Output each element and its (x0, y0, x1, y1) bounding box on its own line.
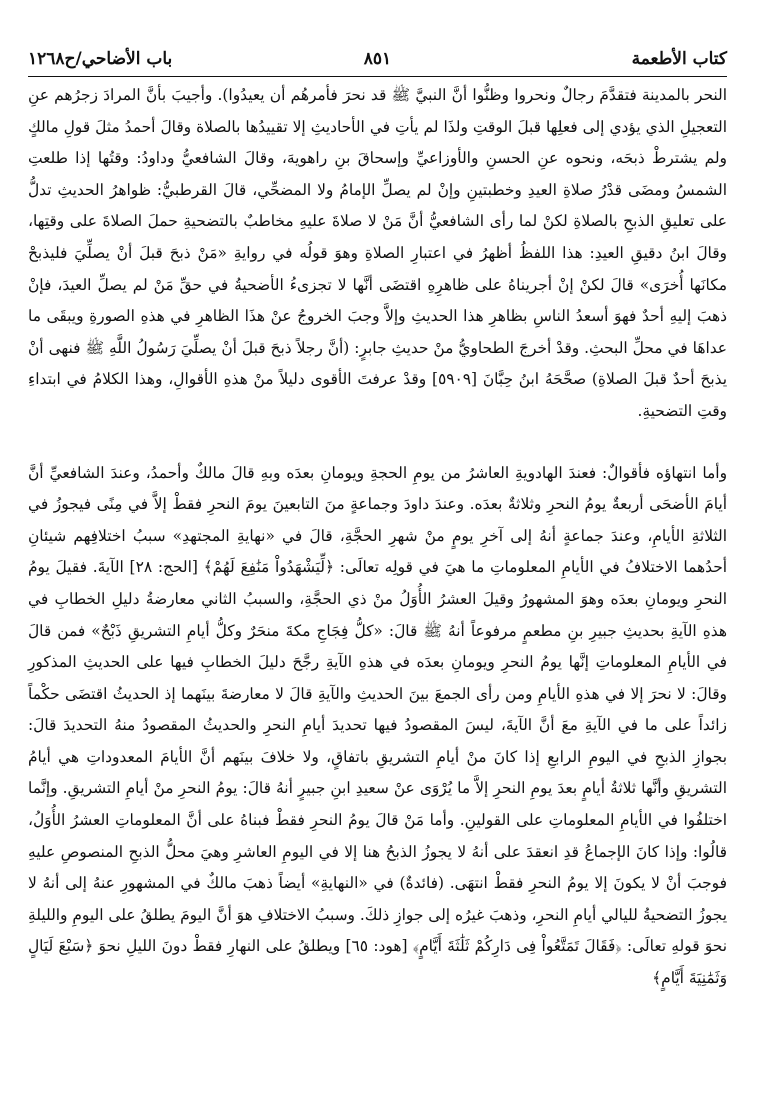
page-body (28, 80, 727, 995)
header-divider (28, 76, 727, 77)
paragraph-spacer (28, 428, 727, 458)
paragraph: النحر بالمدينة فتقدَّمَ رجالٌ ونحروا وظنُّوا أنَّ النبيَّ ﷺ قد نحرَ فأمرهُم أن يعيدُوا). وأجيبَ بأنَّ المرادَ زجرُهم عنِ التعجيلِ الذي يؤدي إلى فعلِها قبلَ الوقتِ ولذَا لم يأتِ في الأحاديثِ إلا تقييدُها بالصلاة وقالَ أحمدُ مثلَ قولِ مالكٍ ولم يشترطْ ذبحَه، ونحوه عنِ الحسنِ والأوزاعيِّ وإسحاقَ بنِ راهويهَ، وقالَ الشافعيُّ وداودُ: وقتُها إذا طلعتِ الشمسُ ومضَى قدْرُ صلاةِ العيدِ وخطبتينِ وإنْ لم يصلِّ الإمامُ ولا المضحِّي، قالَ القرطبيُّ: ظواهرُ الحديثِ تدلُّ على تعليقِ الذبحِ بالصلاةِ لكنْ لما رأى الشافعيُّ أنَّ مَنْ لا صلاةَ عليهِ مخاطبٌ بالتضحيةِ حملَ الصلاةَ على وقتِها، وقالَ ابنُ دقيقِ العيدِ: هذا اللفظُ أظهرُ في اعتبارِ الصلاةِ وهوَ قولُه في روايةِ «مَنْ ذبحَ قبلَ أنْ يصلِّيَ فليذبحْ مكانَها أُخرَى» قالَ لكنْ إنْ أجريناهُ على ظاهرِهِ اقتضَى أنَّها لا تجزىءُ الأضحيةُ في حقِّ مَنْ لم يصلِّ العيدَ، فإنْ ذهبَ إليهِ أحدٌ فهوَ أسعدُ الناسِ بظاهرِ هذا الحديثِ وإلاَّ وجبَ الخروجُ عنْ هذَا الظاهرِ في هذهِ الصورةِ ويبقَى ما عداهَا في محلِّ البحثِ. وقدْ أخرجَ الطحاويُّ منْ حديثِ جابرٍ: (أنَّ رجلاً ذبحَ قبلَ أنْ يصلِّيَ رَسُولُ اللَّهِ ﷺ فنهى أنْ يذبحَ أحدٌ قبلَ الصلاةِ) صحَّحَهُ ابنُ حِبَّانَ [٥٩٠٩] وقدْ عرفتَ الأقوى دليلاً منْ هذهِ الأقوالِ، وهذا الكلامُ في ابتداءِ وقتِ التضحيةِ. (28, 86, 727, 420)
running-header (28, 44, 727, 74)
section-hadith-reference: باب الأضاحي/ح١٢٦٨ (28, 49, 173, 69)
paragraph: وأما انتهاؤه فأقوالٌ: فعندَ الهادويةِ العاشرُ من يومِ الحجةِ ويومانِ بعدَه وبهِ قالَ مالكٌ وأحمدُ، وعندَ الشافعيِّ أنَّ أيامَ الأضحَى أربعةٌ يومُ النحرِ وثلاثةٌ بعدَه. وعندَ داودَ وجماعةٍ منَ التابعينَ يومَ النحرِ فقطْ إلاَّ في مِنًى فيجوزُ في الثلاثةِ الأيامِ، وعندَ جماعةٍ أنهُ إلى آخرِ يومٍ منْ شهرِ الحجَّةِ، قالَ في «نهايةِ المجتهدِ» سببُ اختلافِهم شيئانِ أحدُهما الاختلافُ في الأيامِ المعلوماتِ ما هيَ في قولِه تعالَى: ﴿لِّيَشْهَدُواْ مَنَٰفِعَ لَهُمْ﴾ [الحج: ٢٨] الآيةَ. فقيلَ يومُ النحرِ ويومانِ بعدَه وهوَ المشهورُ وقيلَ العشرُ الأُوَلُ منْ ذي الحجَّةِ، والسببُ الثاني معارضةُ دليلِ الخطابِ في هذهِ الآيةِ بحديثِ جبيرِ بنِ مطعمٍ مرفوعاً أنهُ ﷺ قالَ: «كلُّ فِجَاجِ مكةَ منحَرٌ وكلُّ أيامِ التشريقِ ذَبْحٌ» فمن قالَ في الأيامِ المعلوماتِ إنَّها يومُ النحرِ ويومانِ بعدَه في هذهِ الآيةِ رجَّحَ دليلَ الخطابِ فيها على الحديثِ المذكورِ وقالَ: لا نحرَ إلا في هذهِ الأيامِ ومن رأى الجمعَ بينَ الحديثِ والآيةِ قالَ لا معارضةَ بينَهما إذ الحديثُ اقتضَى حكْماً زائداً على ما في الآيةِ معَ أنَّ الآيةَ، ليسَ المقصودُ فيها تحديدَ أيامِ النحرِ والحديثُ المقصودُ منهُ التحديدَ قالَ: بجوازِ الذبحِ في اليومِ الرابعِ إذا كانَ منْ أيامِ التشريقِ باتفاقٍ، ولا خلافَ بينَهم أنَّ الأيامَ المعدوداتِ هي أيامُ التشريقِ وأنَّها ثلاثةُ أيامٍ بعدَ يومِ النحرِ إلاَّ ما يُرْوَى عنْ سعيدِ ابنِ جبيرٍ أنهُ قالَ: يومُ النحرِ منْ أيامِ التشريقِ. وإنَّما اختلفُوا في الأيامِ المعلوماتِ على القولينِ. وأما مَنْ قالَ يومُ النحرِ فقطْ فبناهُ على أنَّ المعلوماتِ العشرُ الأُوَلُ، قالُوا: وإذا كانَ الإجماعُ قدِ انعقدَ على أنهُ لا يجوزُ الذبحُ هنا إلا في اليومِ العاشرِ وهيَ محلُّ الذبحِ المنصوصِ عليهِ فوجبَ أنْ لا يكونَ إلا يومُ النحرِ فقطْ انتهَى. (فائدةٌ) في «النهايةِ» أيضاً ذهبَ مالكٌ في المشهورِ عنهُ إلى أنهُ لا يجوزُ التضحيةُ لليالي أيامِ النحرِ، وذهبَ غيرُه إلى جوازِ ذلكَ. وسببُ الاختلافِ هوَ أنَّ اليومَ يطلقُ على اليومِ والليلةِ نحوَ قولهِ تعالَى: ﴿فَقَالَ تَمَتَّعُواْ فِى دَارِكُمْ ثَلَٰثَةَ أَيَّامٍ﴾ [هود: ٦٥] ويطلقُ على النهارِ فقطْ دونَ الليلِ نحوَ ﴿سَبْعَ لَيَالٍ وَثَمَٰنِيَةَ أَيَّامٍ﴾ (28, 463, 727, 988)
book-chapter-title: كتاب الأطعمة (631, 49, 727, 69)
page-number: ٨٥١ (363, 49, 392, 69)
